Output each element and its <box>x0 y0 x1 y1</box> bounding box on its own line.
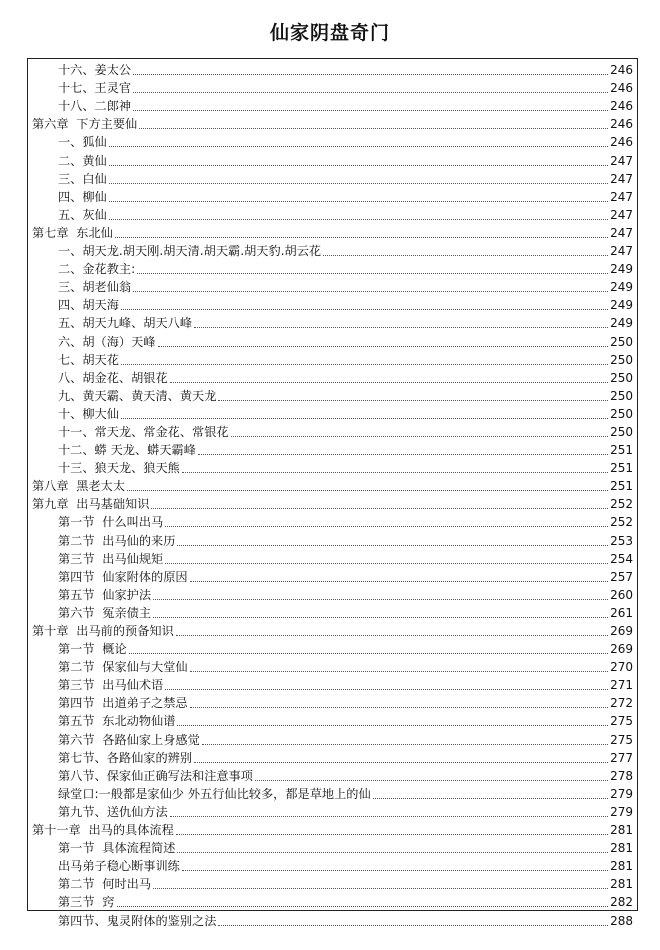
toc-entry-title: 第十一章 出马的具体流程 <box>32 823 174 838</box>
toc-entry-title: 第三节 窍 <box>58 895 115 910</box>
toc-entry-title: 第八章 黑老太太 <box>32 479 126 494</box>
toc-page-number: 249 <box>610 262 633 277</box>
toc-entry-title: 六、胡（海）天峰 <box>58 334 156 349</box>
dot-leader <box>121 309 608 310</box>
toc-page-number: 249 <box>610 298 633 313</box>
toc-chapter-entry[interactable] <box>28 820 637 838</box>
toc-page-number: 261 <box>610 605 633 620</box>
dot-leader <box>109 219 608 220</box>
toc-page-number: 250 <box>610 370 633 385</box>
toc-section-entry[interactable] <box>28 766 637 784</box>
dot-leader <box>190 707 608 708</box>
dot-leader <box>109 201 608 202</box>
toc-section-entry[interactable] <box>28 96 637 114</box>
toc-entry-title: 第四节、鬼灵附体的鉴别之法 <box>58 913 217 928</box>
toc-entry-title: 第一节 具体流程简述 <box>58 841 176 856</box>
toc-page-number: 288 <box>610 913 633 928</box>
dot-leader <box>190 581 608 582</box>
toc-section-entry[interactable] <box>28 802 637 820</box>
toc-section-entry[interactable] <box>28 530 637 548</box>
toc-section-entry[interactable] <box>28 585 637 603</box>
dot-leader <box>129 653 608 654</box>
dot-leader <box>255 780 608 781</box>
toc-section-entry[interactable] <box>28 729 637 747</box>
toc-page-number: 278 <box>610 768 633 783</box>
toc-entry-title: 第五节 东北动物仙谱 <box>58 714 176 729</box>
toc-section-entry[interactable] <box>28 748 637 766</box>
toc-entry-title: 第四节 仙家附体的原因 <box>58 569 188 584</box>
toc-section-entry[interactable] <box>28 169 637 187</box>
toc-page-number: 252 <box>610 497 633 512</box>
toc-page-number: 250 <box>610 424 633 439</box>
toc-entry-title: 第二节 保家仙与大堂仙 <box>58 660 188 675</box>
toc-section-entry[interactable] <box>28 874 637 892</box>
toc-page-number: 275 <box>610 714 633 729</box>
toc-entry-title: 四、胡天海 <box>58 298 119 313</box>
dot-leader <box>198 454 608 455</box>
toc-section-entry[interactable] <box>28 78 637 96</box>
toc-section-entry[interactable] <box>28 693 637 711</box>
toc-page-number: 246 <box>610 99 633 114</box>
dot-leader <box>194 762 608 763</box>
dot-leader <box>121 418 608 419</box>
toc-section-entry[interactable] <box>28 259 637 277</box>
toc-entry-title: 五、灰仙 <box>58 207 107 222</box>
toc-section-entry[interactable] <box>28 331 637 349</box>
dot-leader <box>323 255 608 256</box>
dot-leader <box>151 508 608 509</box>
toc-page-number: 247 <box>610 189 633 204</box>
toc-entry-title: 第二节 何时出马 <box>58 877 152 892</box>
toc-section-entry[interactable] <box>28 350 637 368</box>
dot-leader <box>231 436 608 437</box>
toc-entry-title: 第七节、各路仙家的辨别 <box>58 750 193 765</box>
toc-chapter-entry[interactable] <box>28 223 637 241</box>
toc-entry-title: 三、胡老仙翁 <box>58 280 132 295</box>
toc-section-entry[interactable] <box>28 277 637 295</box>
toc-section-entry[interactable] <box>28 205 637 223</box>
toc-entry-title: 绿堂口:一般都是家仙少 外五行仙比较多，都是草地上的仙 <box>58 786 371 801</box>
dot-leader <box>133 291 608 292</box>
toc-entry-title: 二、黄仙 <box>58 153 107 168</box>
toc-entry-title: 三、白仙 <box>58 171 107 186</box>
toc-chapter-entry[interactable] <box>28 621 637 639</box>
toc-entry-title: 第六章 下方主要仙 <box>32 117 138 132</box>
toc-page-number: 247 <box>610 153 633 168</box>
dot-leader <box>177 725 608 726</box>
toc-entry-title: 一、狐仙 <box>58 135 107 150</box>
dot-leader <box>177 852 608 853</box>
toc-page-number: 253 <box>610 533 633 548</box>
toc-entry-title: 九、黄天霸、黄天清、黄天龙 <box>58 388 217 403</box>
toc-entry-title: 第八节、保家仙正确写法和注意事项 <box>58 768 253 783</box>
toc-page-number: 246 <box>610 135 633 150</box>
toc-page-number: 281 <box>610 859 633 874</box>
toc-page-number: 277 <box>610 750 633 765</box>
toc-entry-title: 出马弟子稳心断事训练 <box>58 859 180 874</box>
toc-page-number: 250 <box>610 352 633 367</box>
toc-page-number: 250 <box>610 406 633 421</box>
dot-leader <box>153 617 608 618</box>
toc-entry-title: 第十章 出马前的预备知识 <box>32 624 174 638</box>
toc-entry-title: 第三节 出马仙术语 <box>58 678 164 693</box>
toc-page-number: 271 <box>610 678 633 693</box>
dot-leader <box>121 364 608 365</box>
toc-chapter-entry[interactable] <box>28 476 637 494</box>
toc-section-entry[interactable] <box>28 422 637 440</box>
toc-section-entry[interactable] <box>28 838 637 856</box>
dot-leader <box>109 183 608 184</box>
dot-leader <box>177 545 608 546</box>
toc-entry-title: 第一节 概论 <box>58 642 127 657</box>
toc-chapter-entry[interactable] <box>28 494 637 512</box>
toc-section-entry[interactable] <box>28 386 637 404</box>
toc-section-entry[interactable] <box>28 313 637 331</box>
dot-leader <box>170 382 608 383</box>
dot-leader <box>127 490 608 491</box>
dot-leader <box>176 635 608 636</box>
toc-page-number: 281 <box>610 823 633 838</box>
toc-entry-title: 第一节 什么叫出马 <box>58 515 164 530</box>
toc-section-entry[interactable] <box>28 187 637 205</box>
toc-entry-title: 第五节 仙家护法 <box>58 587 152 602</box>
toc-section-entry[interactable] <box>28 910 637 928</box>
dot-leader <box>137 273 608 274</box>
toc-entry-title: 十一、常天龙、常金花、常银花 <box>58 424 229 439</box>
page-title: 仙家阴盘奇门 <box>269 22 390 44</box>
toc-page-number: 254 <box>610 551 633 566</box>
toc-page-number: 251 <box>610 461 633 476</box>
dot-leader <box>165 526 608 527</box>
dot-leader <box>153 888 608 889</box>
dot-leader <box>218 400 608 401</box>
toc-section-entry[interactable] <box>28 567 637 585</box>
toc-section-entry[interactable] <box>28 132 637 150</box>
toc-entry-title: 五、胡天九峰、胡天八峰 <box>58 316 193 331</box>
toc-entry-title: 第六节 冤亲债主 <box>58 605 152 620</box>
toc-page-number: 269 <box>610 642 633 657</box>
toc-page-number: 257 <box>610 569 633 584</box>
toc-section-entry[interactable] <box>28 603 637 621</box>
toc-page-number: 282 <box>610 895 633 910</box>
toc-page-number: 247 <box>610 244 633 259</box>
toc-section-entry[interactable] <box>28 368 637 386</box>
toc-page-number: 246 <box>610 81 633 96</box>
toc-page-number: 247 <box>610 171 633 186</box>
toc-section-entry[interactable] <box>28 856 637 874</box>
toc-section-entry[interactable] <box>28 512 637 530</box>
toc-entry-title: 第三节 出马仙规矩 <box>58 551 164 566</box>
toc-page-number: 279 <box>610 804 633 819</box>
toc-entry-title: 十二、蟒 天龙、蟒天霸峰 <box>58 443 196 458</box>
dot-leader <box>190 671 608 672</box>
dot-leader <box>176 834 608 835</box>
toc-page-number: 269 <box>610 624 633 638</box>
dot-leader <box>133 110 608 111</box>
toc-entry-title: 第六节 各路仙家上身感觉 <box>58 732 200 747</box>
dot-leader <box>202 744 608 745</box>
dot-leader <box>182 472 608 473</box>
toc-entry-title: 十八、二郎神 <box>58 99 132 114</box>
toc-page-number: 260 <box>610 587 633 602</box>
toc-page-number: 251 <box>610 443 633 458</box>
toc-entry-title: 十六、姜太公 <box>58 63 132 78</box>
toc-section-entry[interactable] <box>28 675 637 693</box>
toc-page-number: 251 <box>610 479 633 494</box>
toc-page-number: 250 <box>610 388 633 403</box>
dot-leader <box>194 327 608 328</box>
dot-leader <box>165 689 608 690</box>
dot-leader <box>158 346 609 347</box>
toc-section-entry[interactable] <box>28 440 637 458</box>
toc-entry-title: 二、金花教主: <box>58 262 136 277</box>
toc-entry-title: 四、柳仙 <box>58 189 107 204</box>
dot-leader <box>133 74 608 75</box>
dot-leader <box>218 925 608 926</box>
toc-page-number: 247 <box>610 225 633 240</box>
toc-entry-title: 八、胡金花、胡银花 <box>58 370 168 385</box>
toc-section-entry[interactable] <box>28 711 637 729</box>
toc-page-number: 272 <box>610 696 633 711</box>
table-of-contents <box>27 58 638 928</box>
toc-page-number: 250 <box>610 334 633 349</box>
toc-entry-title: 第四节 出道弟子之禁忌 <box>58 696 188 711</box>
toc-section-entry[interactable] <box>28 892 637 910</box>
toc-page-number: 247 <box>610 207 633 222</box>
toc-page-number: 249 <box>610 316 633 331</box>
toc-section-entry[interactable] <box>28 241 637 259</box>
toc-page-number: 252 <box>610 515 633 530</box>
toc-section-entry[interactable] <box>28 549 637 567</box>
toc-entry-title: 第九章 出马基础知识 <box>32 497 150 512</box>
toc-entry-title: 十七、王灵官 <box>58 81 132 96</box>
toc-section-entry[interactable] <box>28 404 637 422</box>
toc-page-number: 246 <box>610 63 633 78</box>
toc-page-number: 246 <box>610 117 633 132</box>
toc-entry-title: 第七章 东北仙 <box>32 225 113 240</box>
toc-entry-title: 第二节 出马仙的来历 <box>58 533 176 548</box>
toc-list <box>28 59 637 929</box>
dot-leader <box>153 599 608 600</box>
toc-entry-title: 十三、狼天龙、狼天熊 <box>58 461 180 476</box>
dot-leader <box>170 816 608 817</box>
dot-leader <box>117 906 609 907</box>
toc-page-number: 281 <box>610 877 633 892</box>
dot-leader <box>373 798 608 799</box>
toc-entry-title: 一、胡天龙.胡天刚.胡天清.胡天霸.胡天豹.胡云花 <box>58 244 322 259</box>
toc-section-entry[interactable] <box>28 639 637 657</box>
toc-section-entry[interactable] <box>28 150 637 168</box>
dot-leader <box>115 237 608 238</box>
toc-entry-title: 第九节、送仇仙方法 <box>58 804 168 819</box>
toc-entry-title: 十、柳大仙 <box>58 406 119 421</box>
toc-section-entry[interactable] <box>28 458 637 476</box>
toc-section-entry[interactable] <box>28 657 637 675</box>
toc-section-entry[interactable] <box>28 784 637 802</box>
dot-leader <box>165 563 608 564</box>
toc-entry-title: 七、胡天花 <box>58 352 119 367</box>
toc-section-entry[interactable] <box>28 60 637 78</box>
dot-leader <box>109 165 608 166</box>
toc-page-number: 249 <box>610 280 633 295</box>
toc-chapter-entry[interactable] <box>28 114 637 132</box>
dot-leader <box>139 128 608 129</box>
toc-page-number: 275 <box>610 732 633 747</box>
toc-page-number: 281 <box>610 841 633 856</box>
toc-section-entry[interactable] <box>28 295 637 313</box>
toc-page-number: 270 <box>610 660 633 675</box>
dot-leader <box>133 92 608 93</box>
dot-leader <box>109 146 608 147</box>
toc-page-number: 279 <box>610 786 633 801</box>
dot-leader <box>182 870 608 871</box>
